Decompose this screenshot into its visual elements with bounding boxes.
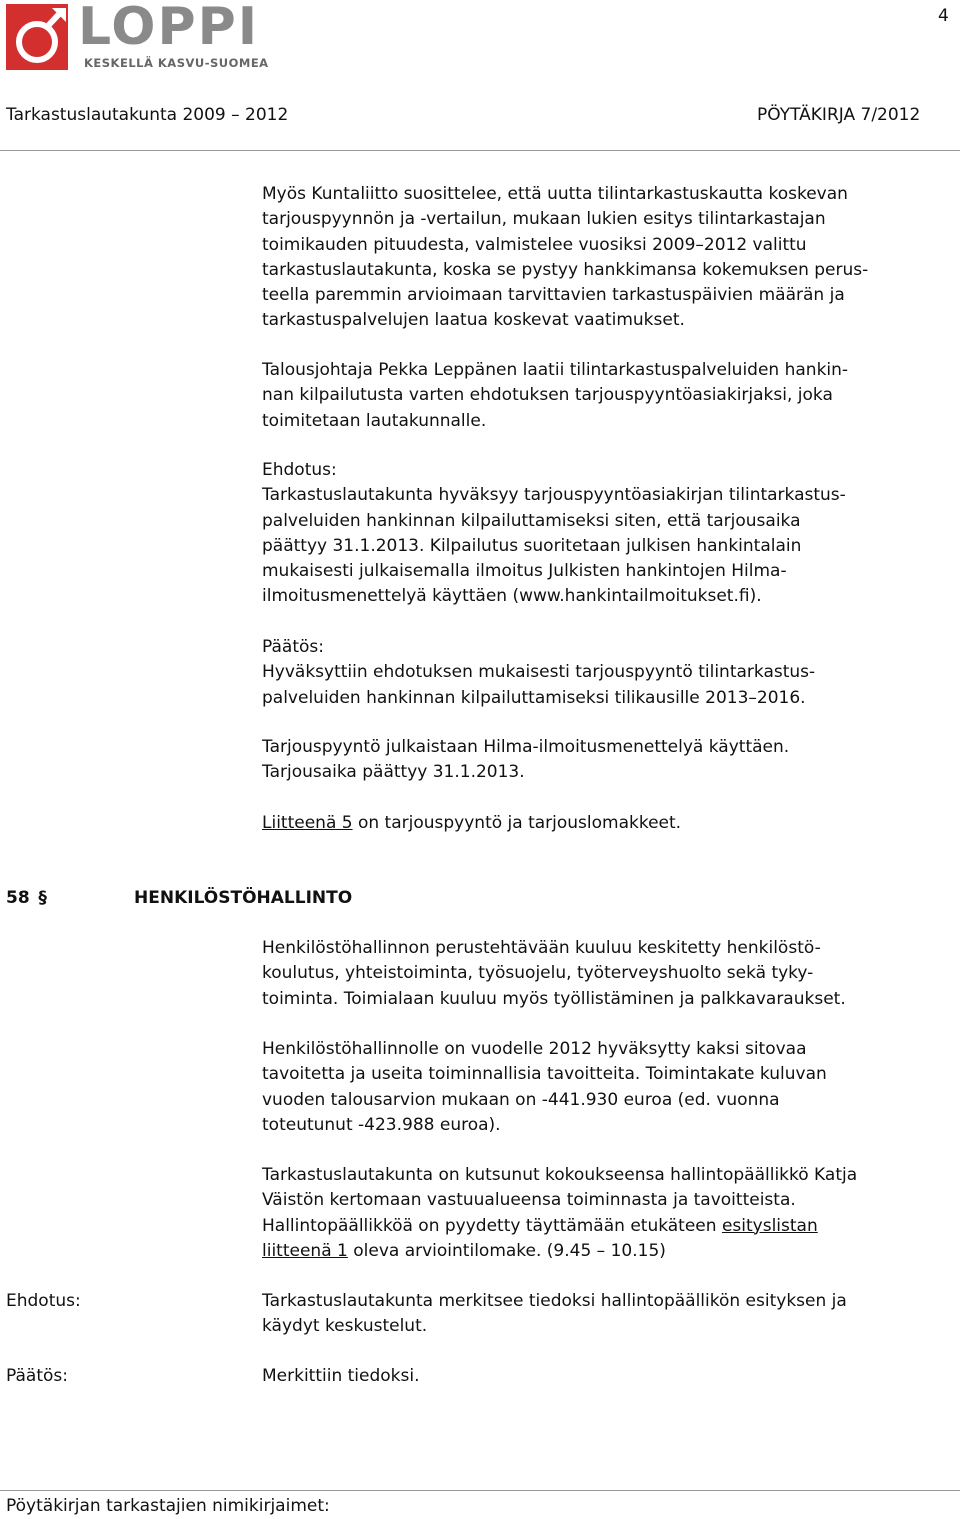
text-line: Henkilöstöhallinnolle on vuodelle 2012 hyväksytty kaksi sitovaa	[262, 1039, 807, 1059]
section-decision-label: Päätös:	[6, 1366, 68, 1386]
proposal-label: Ehdotus:	[262, 460, 337, 480]
text-line: tarkastuslautakunta, koska se pystyy hankkimansa kokemuksen perus-	[262, 259, 869, 280]
section-heading	[6, 886, 50, 911]
text-line: tarjouspyynnön ja -vertailun, mukaan lukien esitys tilintarkastajan	[262, 209, 826, 230]
text-line: Tarkastuslautakunta on kutsunut kokoukseensa hallintopäällikkö Katja	[262, 1165, 858, 1185]
proposal-block	[262, 458, 846, 610]
text-line: tavoitetta ja useita toiminnallisia tavoitteita. Toimintakate kuluvan	[262, 1064, 827, 1085]
text-line: palveluiden hankinnan kilpailuttamiseksi siten, että tarjousaika	[262, 510, 801, 531]
paragraph-talousjohtaja	[262, 358, 848, 434]
attachment-line	[262, 811, 681, 836]
text-line: Talousjohtaja Pekka Leppänen laatii tilintarkastuspalveluiden hankin-	[262, 360, 849, 380]
attachment-text: on tarjouspyyntö ja tarjouslomakkeet.	[352, 813, 682, 833]
text-line: Väistön kertomaan vastuualueensa toiminnasta ja tavoitteista.	[262, 1190, 796, 1211]
attachment-link[interactable]: Liitteenä 5	[262, 813, 353, 833]
section-decision: Merkittiin tiedoksi.	[262, 1366, 420, 1386]
text-line: Hyväksyttiin ehdotuksen mukaisesti tarjouspyyntö tilintarkastus-	[262, 662, 816, 683]
header-rule	[0, 150, 960, 151]
text-line	[262, 1239, 857, 1264]
text-line: toimitetaan lautakunnalle.	[262, 410, 487, 431]
text-fragment: Hallintopäällikköä on pyydetty täyttämään etukäteen	[262, 1215, 722, 1236]
appendix-link[interactable]: liitteenä 1	[262, 1240, 348, 1261]
text-line: tarkastuspalvelujen laatua koskevat vaatimukset.	[262, 310, 685, 331]
section-title: HENKILÖSTÖHALLINTO	[134, 888, 353, 908]
text-line: toiminta. Toimialaan kuuluu myös työllistäminen ja palkkavaraukset.	[262, 988, 846, 1009]
paragraph-kuntaliitto	[262, 182, 868, 334]
section-number: 58	[6, 888, 30, 908]
footer-initials: Pöytäkirjan tarkastajien nimikirjaimet:	[6, 1496, 330, 1516]
section-proposal-label: Ehdotus:	[6, 1291, 81, 1311]
text-line: Myös Kuntaliitto suosittelee, että uutta tilintarkastuskautta koskevan	[262, 184, 848, 204]
text-line: palveluiden hankinnan kilpailuttamiseksi tilikausille 2013–2016.	[262, 687, 806, 708]
section-proposal	[262, 1289, 847, 1340]
publish-block	[262, 735, 789, 786]
text-line: koulutus, yhteistoiminta, työsuojelu, työterveyshuolto sekä tyky-	[262, 963, 814, 984]
text-line: toteutunut -423.988 euroa).	[262, 1114, 501, 1135]
agenda-link[interactable]: esityslistan	[721, 1215, 818, 1236]
text-line: Tarjousaika päättyy 31.1.2013.	[262, 762, 525, 783]
text-line: nan kilpailutusta varten ehdotuksen tarjouspyyntöasiakirjaksi, joka	[262, 385, 833, 406]
page-number: 4	[938, 6, 949, 26]
text-line: käydyt keskustelut.	[262, 1316, 428, 1337]
section-paragraph-targets	[262, 1037, 827, 1138]
logo-wordmark: LOPPI	[78, 0, 260, 57]
text-line: Henkilöstöhallinnon perustehtävään kuuluu keskitetty henkilöstö-	[262, 938, 821, 958]
text-line: Tarkastuslautakunta merkitsee tiedoksi hallintopäällikön esityksen ja	[262, 1291, 847, 1311]
footer-rule	[0, 1490, 960, 1491]
text-fragment: oleva arviointilomake. (9.45 – 10.15)	[347, 1240, 666, 1261]
decision-label: Päätös:	[262, 637, 324, 657]
text-line	[262, 1214, 857, 1239]
decision-block	[262, 635, 815, 711]
header-committee: Tarkastuslautakunta 2009 – 2012	[6, 105, 289, 125]
text-line: mukaisesti julkaisemalla ilmoitus Julkisten hankintojen Hilma-	[262, 561, 787, 582]
text-line: vuoden talousarvion mukaan on -441.930 euroa (ed. vuonna	[262, 1089, 780, 1110]
section-paragraph-invitation	[262, 1163, 857, 1264]
section-paragraph-duties	[262, 936, 846, 1012]
header-minutes-number: PÖYTÄKIRJA 7/2012	[757, 105, 921, 125]
text-line: Tarkastuslautakunta hyväksyy tarjouspyyntöasiakirjan tilintarkastus-	[262, 485, 846, 506]
text-line: ilmoitusmenettelyä käyttäen (www.hankintailmoitukset.fi).	[262, 586, 762, 607]
section-symbol: §	[38, 888, 47, 908]
text-line: päättyy 31.1.2013. Kilpailutus suoritetaan julkisen hankintalain	[262, 535, 802, 556]
text-line: teella paremmin arvioimaan tarvittavien tarkastuspäivien määrän ja	[262, 285, 845, 306]
logo-tagline: KESKELLÄ KASVU-SUOMEA	[84, 56, 269, 70]
text-line: Tarjouspyyntö julkaistaan Hilma-ilmoitusmenettelyä käyttäen.	[262, 737, 790, 757]
text-line: toimikauden pituudesta, valmistelee vuosiksi 2009–2012 valittu	[262, 234, 807, 255]
loppi-logo	[6, 0, 296, 72]
